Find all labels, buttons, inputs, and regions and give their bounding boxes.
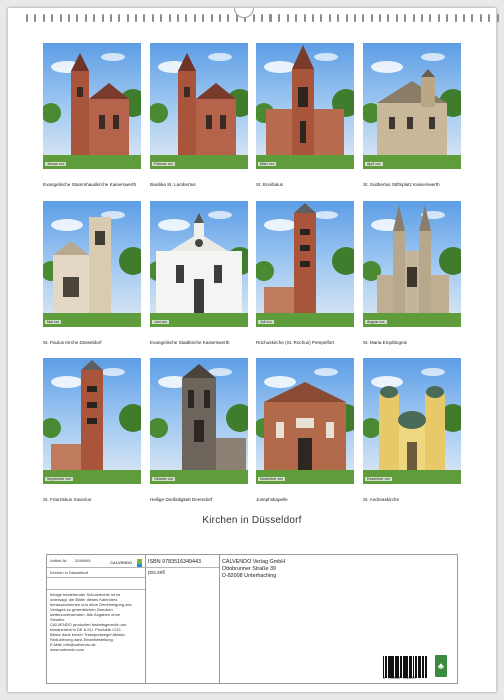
month-label: August xxx xyxy=(367,320,385,324)
calendar-title: Kirchen in Düsseldorf xyxy=(202,515,302,526)
month-tile xyxy=(43,43,141,199)
legal-line: Bilanz dank kurzer Transportwege! Ablativ- xyxy=(50,632,126,637)
ring xyxy=(127,14,129,22)
ring xyxy=(219,14,221,22)
legal-line: CALVENDO produziert bedarfsgerecht und xyxy=(50,622,127,627)
fsc-tree-icon: ♣ xyxy=(435,655,447,677)
ring xyxy=(312,14,314,22)
legal-line: klimaneutral in DE & EU. Produkte CO2- xyxy=(50,627,122,632)
legal-line: untersagt, die Bilder dieses Kalenders xyxy=(50,597,118,602)
divider xyxy=(47,589,145,590)
ring xyxy=(488,14,490,22)
ring xyxy=(379,14,381,22)
ring xyxy=(295,14,297,22)
ring xyxy=(429,14,431,22)
photo-caption: St. Suitbertus Stiftsplatz Kaiserswerth xyxy=(363,182,440,187)
ring xyxy=(270,14,272,22)
isbn: ISBN 9783516349443 xyxy=(148,559,202,565)
ring xyxy=(102,14,104,22)
photo-caption: St. Franziskus Xaverius xyxy=(43,497,92,502)
month-tile xyxy=(363,43,461,199)
ring xyxy=(404,14,406,22)
photo-caption: St. Andreaskirche xyxy=(363,497,400,502)
month-tile xyxy=(150,43,248,199)
ring xyxy=(480,14,482,22)
legal-line: weiterzuverwenden. Alle Angaben ohne xyxy=(50,612,121,617)
divider xyxy=(219,555,220,683)
ring xyxy=(194,14,196,22)
month-tile xyxy=(256,201,354,357)
legal-line: www.calvendo.com xyxy=(50,647,85,652)
ring xyxy=(463,14,465,22)
legal-line: herauszutrennen und ohne Genehmigung des xyxy=(50,602,132,607)
ring xyxy=(362,14,364,22)
month-label: September xxx xyxy=(47,477,71,481)
ring xyxy=(329,14,331,22)
church-photo xyxy=(363,43,461,169)
month-label: Juni xxx xyxy=(154,320,167,324)
month-label: November xxx xyxy=(260,477,283,481)
month-label: März xxx xyxy=(260,162,275,166)
ring xyxy=(68,14,70,22)
ring xyxy=(169,14,171,22)
church-photo xyxy=(363,358,461,484)
ring xyxy=(287,14,289,22)
photo-caption: Josephskapelle xyxy=(256,497,288,502)
ring xyxy=(387,14,389,22)
ring xyxy=(93,14,95,22)
divider xyxy=(47,577,145,578)
barcode-bar xyxy=(426,656,427,678)
photo-caption: Evangelische Stadtkirche Kaiserswerth xyxy=(150,340,230,345)
month-tile xyxy=(363,201,461,357)
ring xyxy=(85,14,87,22)
month-tile xyxy=(43,358,141,514)
ring xyxy=(160,14,162,22)
month-label: Januar xxx xyxy=(47,162,65,166)
ring xyxy=(211,14,213,22)
ring xyxy=(135,14,137,22)
church-photo xyxy=(43,358,141,484)
photo-caption: Basilika St. Lambertus xyxy=(150,182,196,187)
month-label: Mai xxx xyxy=(47,320,60,324)
ring xyxy=(455,14,457,22)
photo-caption: St. Bonifatius xyxy=(256,182,284,187)
church-photo xyxy=(150,358,248,484)
month-label: April xxx xyxy=(367,162,381,166)
ring xyxy=(26,14,28,22)
ring xyxy=(177,14,179,22)
ring xyxy=(471,14,473,22)
legal-line: Gewähr. xyxy=(50,617,65,622)
month-tile xyxy=(150,358,248,514)
publisher-line-3: D-82008 Unterhaching xyxy=(222,573,277,579)
month-label: Juli xxx xyxy=(260,320,272,324)
ring xyxy=(253,14,255,22)
church-photo xyxy=(43,43,141,169)
ring xyxy=(202,14,204,22)
ring xyxy=(43,14,45,22)
church-photo xyxy=(150,43,248,169)
divider xyxy=(145,567,219,568)
month-label: Dezember xxx xyxy=(367,477,390,481)
barcode-number: 9 783516 349443 xyxy=(383,677,416,681)
divider xyxy=(145,555,146,683)
month-tile xyxy=(256,43,354,199)
variant-code: pxs.sell xyxy=(148,570,165,576)
ring xyxy=(152,14,154,22)
church-photo xyxy=(256,201,354,327)
legal-text xyxy=(50,592,132,652)
month-tile xyxy=(256,358,354,514)
legal-line: Verlages zu gewerblichen Zwecken xyxy=(50,607,113,612)
photo-caption: St. Paulus Kirche Düsseldorf xyxy=(43,340,102,345)
ring xyxy=(60,14,62,22)
church-photo xyxy=(256,358,354,484)
logo-text: CALVENDO xyxy=(110,560,133,565)
ring xyxy=(304,14,306,22)
ring xyxy=(227,14,229,22)
month-tile xyxy=(43,201,141,357)
ring xyxy=(51,14,53,22)
barcode xyxy=(383,652,431,678)
photo-caption: St. Maria Empfängnis xyxy=(363,340,407,345)
ring xyxy=(261,14,263,22)
ring xyxy=(346,14,348,22)
month-tile xyxy=(150,201,248,357)
photo-caption: Rochuskirche (St. Rochus) Pempelfort xyxy=(256,340,335,345)
church-photo xyxy=(363,201,461,327)
publisher-line-1: CALVENDO Verlag GmbH xyxy=(222,559,286,565)
photo-caption: Evangelische Stammhauskirche Kaiserswerth xyxy=(43,182,137,187)
binding-rings-right xyxy=(270,14,504,22)
church-photo xyxy=(150,201,248,327)
legal-line: E-Mail: info@calvendo.de xyxy=(50,642,96,647)
article-label: Artikel-Nr. xyxy=(50,558,68,563)
ring xyxy=(278,14,280,22)
ring xyxy=(34,14,36,22)
ring xyxy=(413,14,415,22)
photo-caption: Heilige Dreifaltigkeit Derendorf xyxy=(150,497,213,502)
article-number: 2049945 xyxy=(75,558,91,563)
product-info-box xyxy=(46,554,458,684)
publisher-line-2: Ottobrunner Straße 39 xyxy=(222,566,276,572)
month-grid xyxy=(43,43,461,511)
ring xyxy=(446,14,448,22)
ring xyxy=(371,14,373,22)
ring xyxy=(118,14,120,22)
ring xyxy=(497,14,499,22)
ring xyxy=(337,14,339,22)
ring xyxy=(320,14,322,22)
legal-line: Infolge bestehender Schutzrechte ist es xyxy=(50,592,121,597)
month-tile xyxy=(363,358,461,514)
ring xyxy=(143,14,145,22)
month-label: Oktober xxx xyxy=(154,477,174,481)
church-photo xyxy=(256,43,354,169)
product-title: Kirchen in Düsseldorf xyxy=(50,570,89,575)
ring xyxy=(76,14,78,22)
month-label: Februar xxx xyxy=(154,162,173,166)
ring xyxy=(396,14,398,22)
ring xyxy=(438,14,440,22)
ring xyxy=(110,14,112,22)
legal-line: Reduzierung dank Einzelbestellung. xyxy=(50,637,114,642)
ring xyxy=(421,14,423,22)
ring xyxy=(354,14,356,22)
ring xyxy=(185,14,187,22)
church-photo xyxy=(43,201,141,327)
